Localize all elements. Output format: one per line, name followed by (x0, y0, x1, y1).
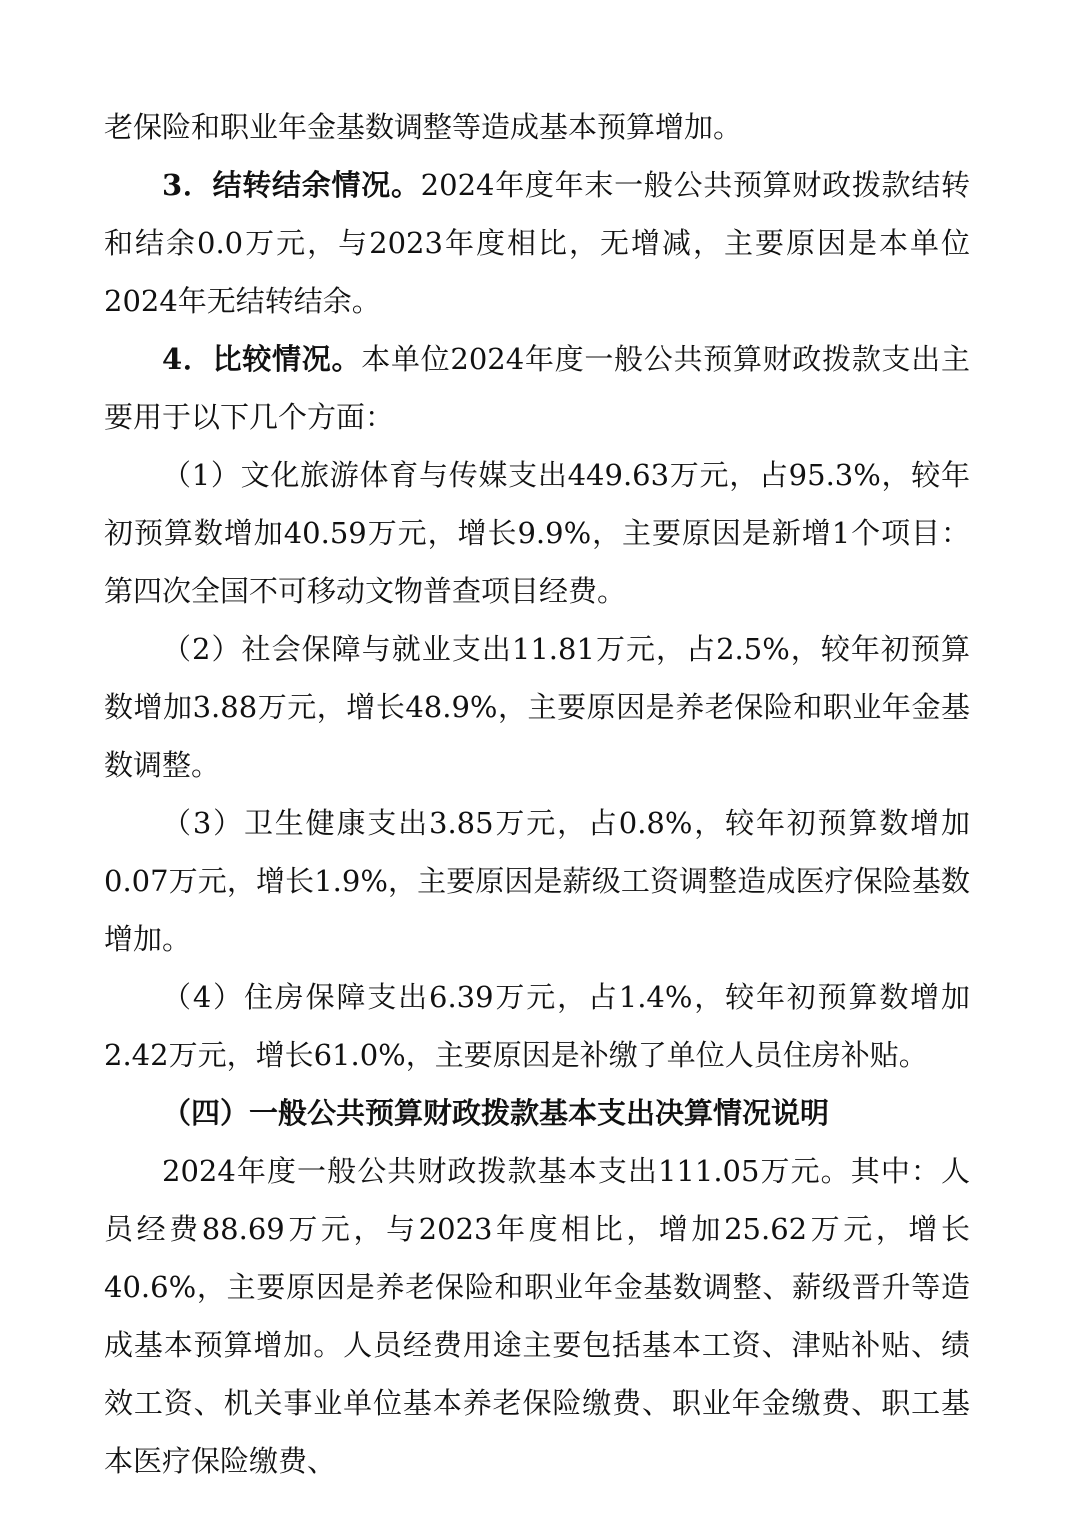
comparison-text: 本单位2024年度一般公共预算财政拨款支出主要用于以下几个方面： (104, 342, 970, 434)
section-heading-basic-expense: （四）一般公共预算财政拨款基本支出决算情况说明 (162, 1096, 830, 1130)
basic-expense-paragraph: 2024年度一般公共财政拨款基本支出111.05万元。其中：人员经费88.69万元，与2023年度相比，增加25.62万元，增长40.6%，主要原因是养老保险和职业年金基数调整、薪级晋升等造成基本预算增加。人员经费用途主要包括基本工资、津贴补贴、绩效工资、机关事业单位基本养老保险缴费、职业年金缴费、职工基本医疗保险缴费、 (104, 1154, 970, 1478)
carryover-lead: 3．结转结余情况。 (162, 168, 421, 202)
carryover-paragraph (104, 156, 970, 330)
carryover-text: 2024年度年末一般公共预算财政拨款结转和结余0.0万元，与2023年度相比，无增减，主要原因是本单位2024年无结转结余。 (104, 168, 970, 318)
item-culture-tourism: （1）文化旅游体育与传媒支出449.63万元，占95.3%，较年初预算数增加40.59万元，增长9.9%，主要原因是新增1个项目：第四次全国不可移动文物普查项目经费。 (104, 458, 970, 608)
continuation-paragraph: 老保险和职业年金基数调整等造成基本预算增加。 (104, 110, 743, 144)
document-body (104, 98, 970, 1490)
item-housing: （4）住房保障支出6.39万元，占1.4%，较年初预算数增加2.42万元，增长61.0%，主要原因是补缴了单位人员住房补贴。 (104, 980, 970, 1072)
comparison-lead: 4．比较情况。 (162, 342, 362, 376)
item-social-security: （2）社会保障与就业支出11.81万元，占2.5%，较年初预算数增加3.88万元，增长48.9%，主要原因是养老保险和职业年金基数调整。 (104, 632, 970, 782)
comparison-paragraph (104, 330, 970, 446)
item-health: （3）卫生健康支出3.85万元，占0.8%，较年初预算数增加0.07万元，增长1.9%，主要原因是薪级工资调整造成医疗保险基数增加。 (104, 806, 970, 956)
